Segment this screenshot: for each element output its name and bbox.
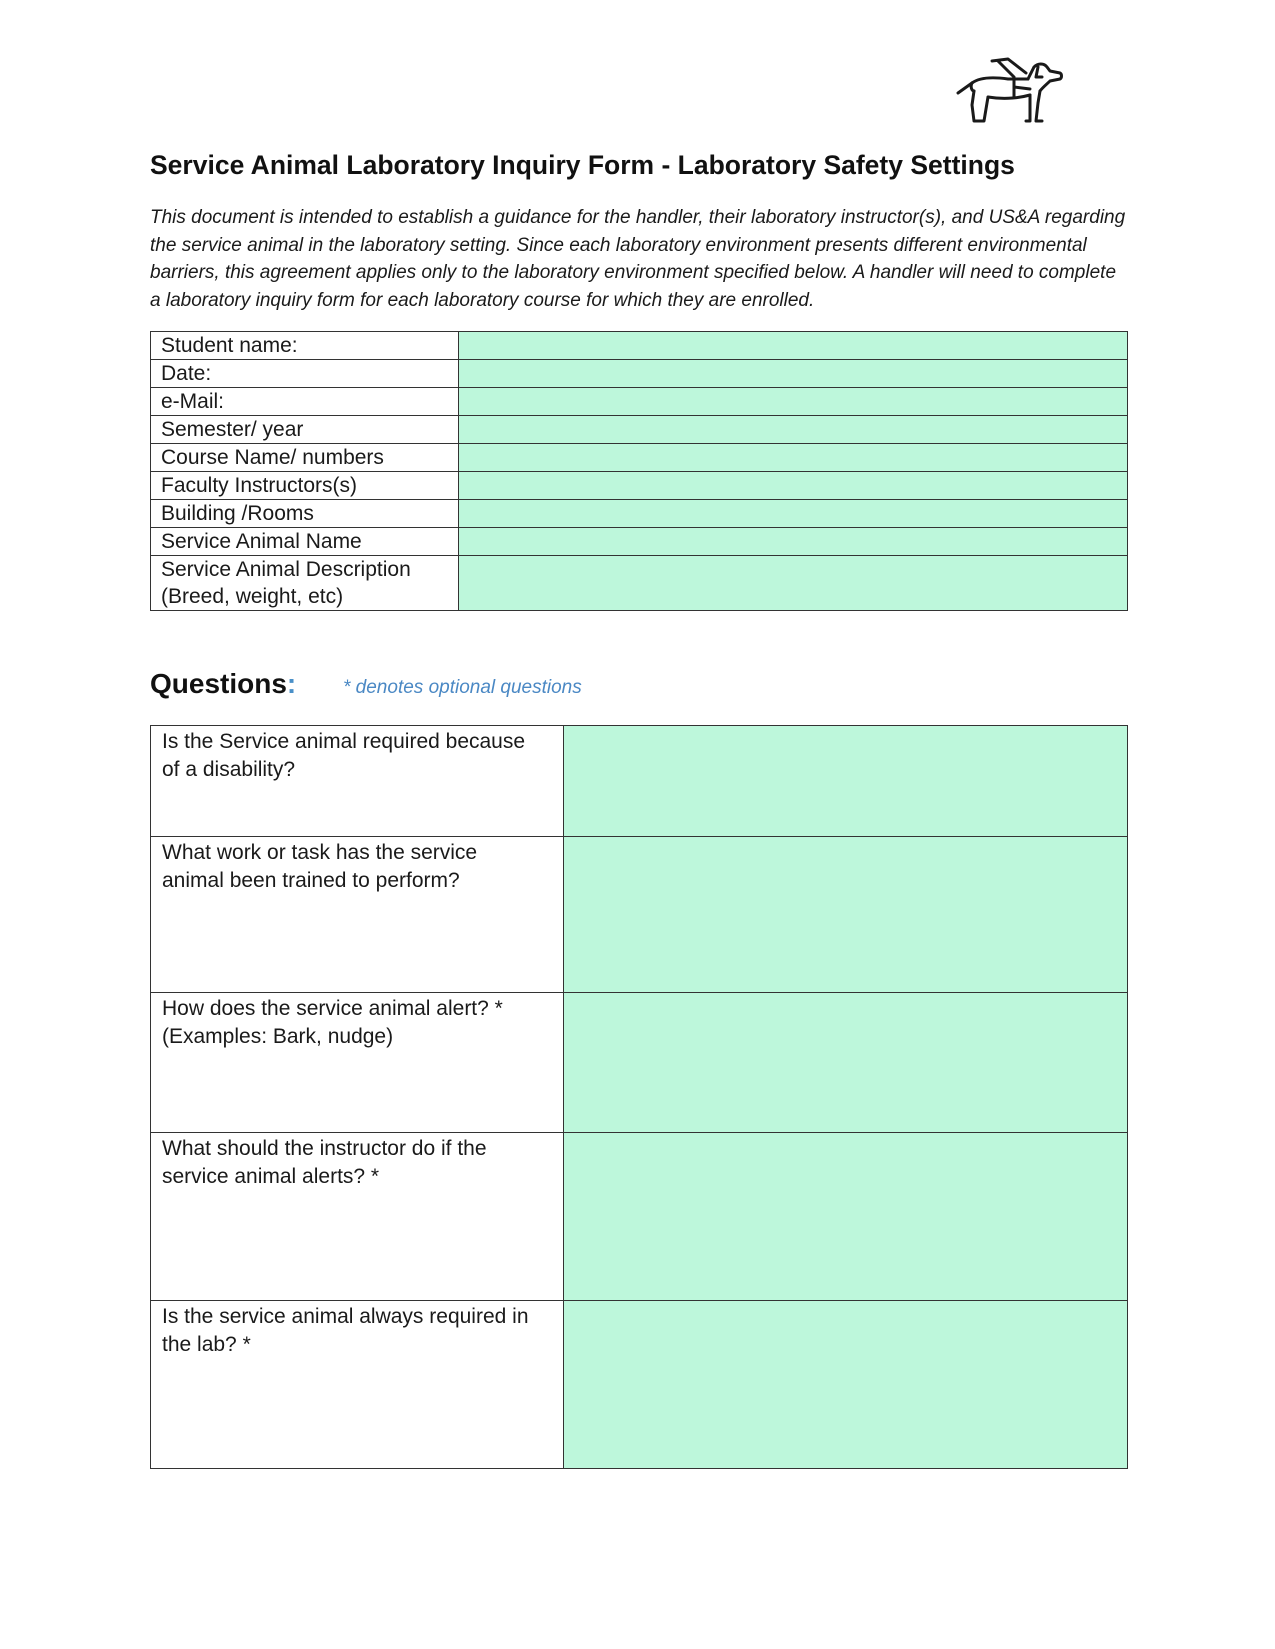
info-label: Service Animal Name	[151, 528, 459, 556]
service-dog-icon	[950, 55, 1068, 127]
info-label: Building /Rooms	[151, 500, 459, 528]
student-info-table	[150, 331, 1128, 611]
question-row	[151, 993, 1128, 1133]
info-label: Date:	[151, 360, 459, 388]
question-line: What should the instructor do if the	[162, 1137, 487, 1160]
info-label: Semester/ year	[151, 416, 459, 444]
questions-heading-text: Questions	[150, 668, 287, 699]
info-row-instructors	[151, 472, 1128, 500]
semester-year-field[interactable]	[459, 416, 1128, 444]
info-row-date	[151, 360, 1128, 388]
email-field[interactable]	[459, 388, 1128, 416]
info-label-line: Service Animal Description	[161, 558, 411, 581]
info-label	[151, 556, 459, 611]
service-animal-description-field[interactable]	[459, 556, 1128, 611]
info-row-course	[151, 444, 1128, 472]
question-line: What work or task has the service	[162, 841, 478, 864]
question-line: Is the service animal always required in	[162, 1305, 529, 1328]
question-label	[151, 1301, 564, 1469]
question-row	[151, 1301, 1128, 1469]
question-row	[151, 837, 1128, 993]
answer-field-trained-task[interactable]	[564, 837, 1128, 993]
course-name-field[interactable]	[459, 444, 1128, 472]
question-line: (Examples: Bark, nudge)	[162, 1025, 394, 1048]
question-line: service animal alerts? *	[162, 1165, 380, 1188]
info-row-email	[151, 388, 1128, 416]
question-label	[151, 993, 564, 1133]
questions-heading	[150, 668, 296, 700]
question-line: of a disability?	[162, 758, 296, 781]
form-title: Service Animal Laboratory Inquiry Form - Laboratory Safety Settings	[150, 150, 1015, 180]
question-line: animal been trained to perform?	[162, 869, 460, 892]
questions-heading-colon: :	[286, 668, 297, 699]
info-row-animal-name	[151, 528, 1128, 556]
answer-field-disability[interactable]	[564, 726, 1128, 837]
student-name-field[interactable]	[459, 332, 1128, 360]
answer-field-always-required[interactable]	[564, 1301, 1128, 1469]
question-line: Is the Service animal required because	[162, 730, 526, 753]
building-rooms-field[interactable]	[459, 500, 1128, 528]
optional-note: * denotes optional questions	[343, 677, 582, 698]
question-line: the lab? *	[162, 1333, 251, 1356]
info-label: e-Mail:	[151, 388, 459, 416]
date-field[interactable]	[459, 360, 1128, 388]
info-row-animal-description	[151, 556, 1128, 611]
question-label	[151, 837, 564, 993]
questions-table	[150, 725, 1128, 1469]
question-label	[151, 1133, 564, 1301]
answer-field-alert-method[interactable]	[564, 993, 1128, 1133]
intro-paragraph: This document is intended to establish a guidance for the handler, their laboratory instructor(s), and US&A regarding the service animal in the laboratory setting. Since each laboratory environment presents different environmental barriers, this agreement applies only to the laboratory environment specified below. A handler will need to complete a laboratory inquiry form for each laboratory course for which they are enrolled.	[150, 207, 1126, 311]
answer-field-instructor-action[interactable]	[564, 1133, 1128, 1301]
info-label: Student name:	[151, 332, 459, 360]
service-animal-name-field[interactable]	[459, 528, 1128, 556]
question-row	[151, 726, 1128, 837]
info-row-building	[151, 500, 1128, 528]
info-label-line: (Breed, weight, etc)	[161, 585, 344, 608]
info-label: Course Name/ numbers	[151, 444, 459, 472]
question-row	[151, 1133, 1128, 1301]
faculty-instructors-field[interactable]	[459, 472, 1128, 500]
info-row-student-name	[151, 332, 1128, 360]
question-label	[151, 726, 564, 837]
info-label: Faculty Instructors(s)	[151, 472, 459, 500]
info-row-semester	[151, 416, 1128, 444]
question-line: How does the service animal alert? *	[162, 997, 503, 1020]
